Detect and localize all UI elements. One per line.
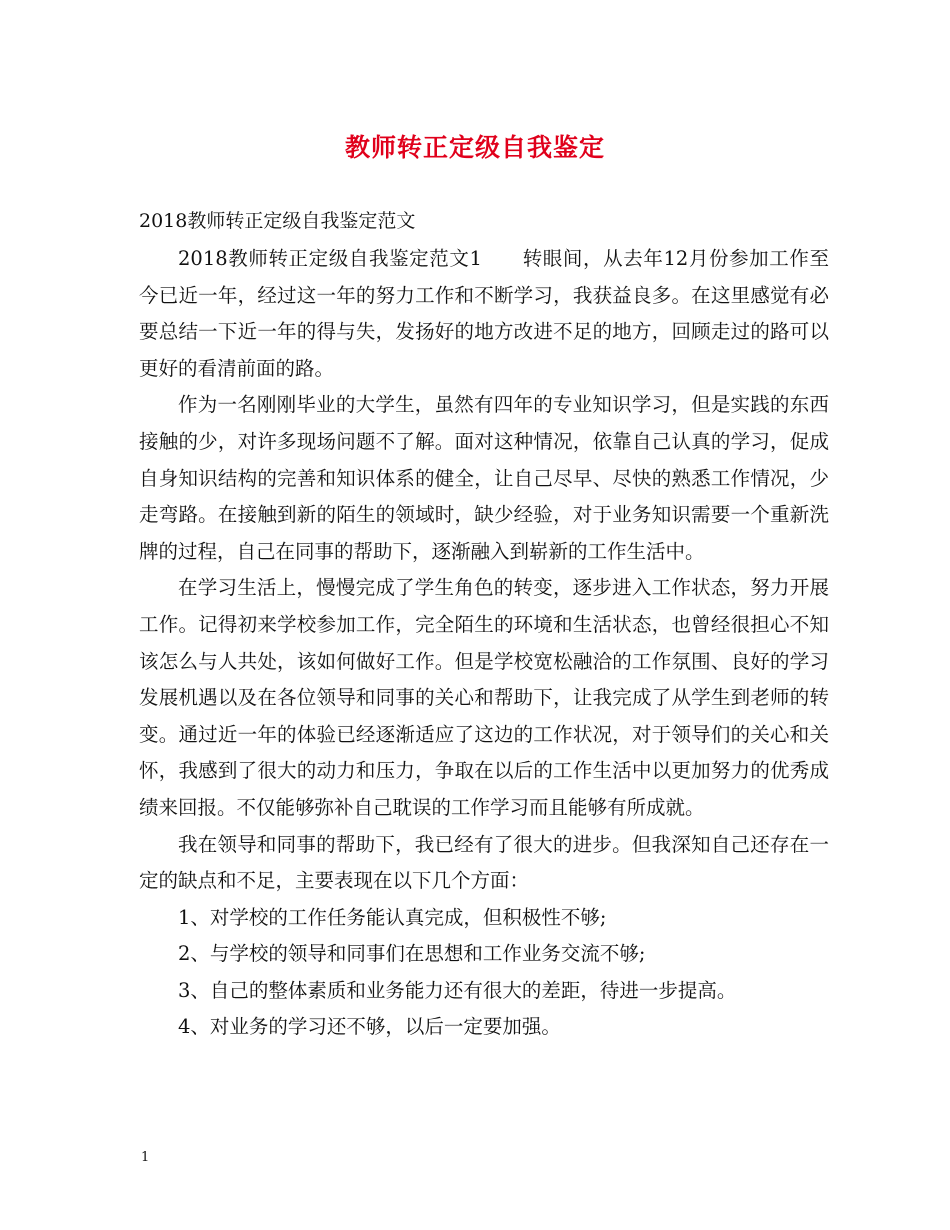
paragraph: 我在领导和同事的帮助下，我已经有了很大的进步。但我深知自己还存在一定的缺点和不足，主要表现在以下几个方面： xyxy=(139,832,829,893)
list-item: 1、对学校的工作任务能认真完成，但积极性不够; xyxy=(178,905,607,929)
document-body xyxy=(139,241,829,1046)
document-title: 教师转正定级自我鉴定 xyxy=(344,133,605,162)
list-item: 2、与学校的领导和同事们在思想和工作业务交流不够; xyxy=(178,942,646,966)
list-item: 4、对业务的学习还不够，以后一定要加强。 xyxy=(178,1015,561,1039)
paragraph: 作为一名刚刚毕业的大学生，虽然有四年的专业知识学习，但是实践的东西接触的少，对许多现场问题不了解。面对这种情况，依靠自己认真的学习，促成自身知识结构的完善和知识体系的健全，让自己尽早、尽快的熟悉工作情况，少走弯路。在接触到新的陌生的领域时，缺少经验，对于业务知识需要一个重新洗牌的过程，自己在同事的帮助下，逐渐融入到崭新的工作生活中。 xyxy=(139,393,829,563)
document-subtitle: 2018教师转正定级自我鉴定范文 xyxy=(139,210,416,232)
paragraph: 2018教师转正定级自我鉴定范文1 转眼间，从去年12月份参加工作至今已近一年，经过这一年的努力工作和不断学习，我获益良多。在这里感觉有必要总结一下近一年的得与失，发扬好的地方改进不足的地方，回顾走过的路可以更好的看清前面的路。 xyxy=(139,247,829,380)
paragraph: 在学习生活上，慢慢完成了学生角色的转变，逐步进入工作状态，努力开展工作。记得初来学校参加工作，完全陌生的环境和生活状态，也曾经很担心不知该怎么与人共处，该如何做好工作。但是学校宽松融洽的工作氛围、良好的学习发展机遇以及在各位领导和同事的关心和帮助下，让我完成了从学生到老师的转变。通过近一年的体验已经逐渐适应了这边的工作状况，对于领导们的关心和关怀，我感到了很大的动力和压力，争取在以后的工作生活中以更加努力的优秀成绩来回报。不仅能够弥补自己耽误的工作学习而且能够有所成就。 xyxy=(139,576,829,819)
list-item: 3、自己的整体素质和业务能力还有很大的差距，待进一步提高。 xyxy=(178,978,737,1002)
page-number: 1 xyxy=(141,1150,150,1165)
